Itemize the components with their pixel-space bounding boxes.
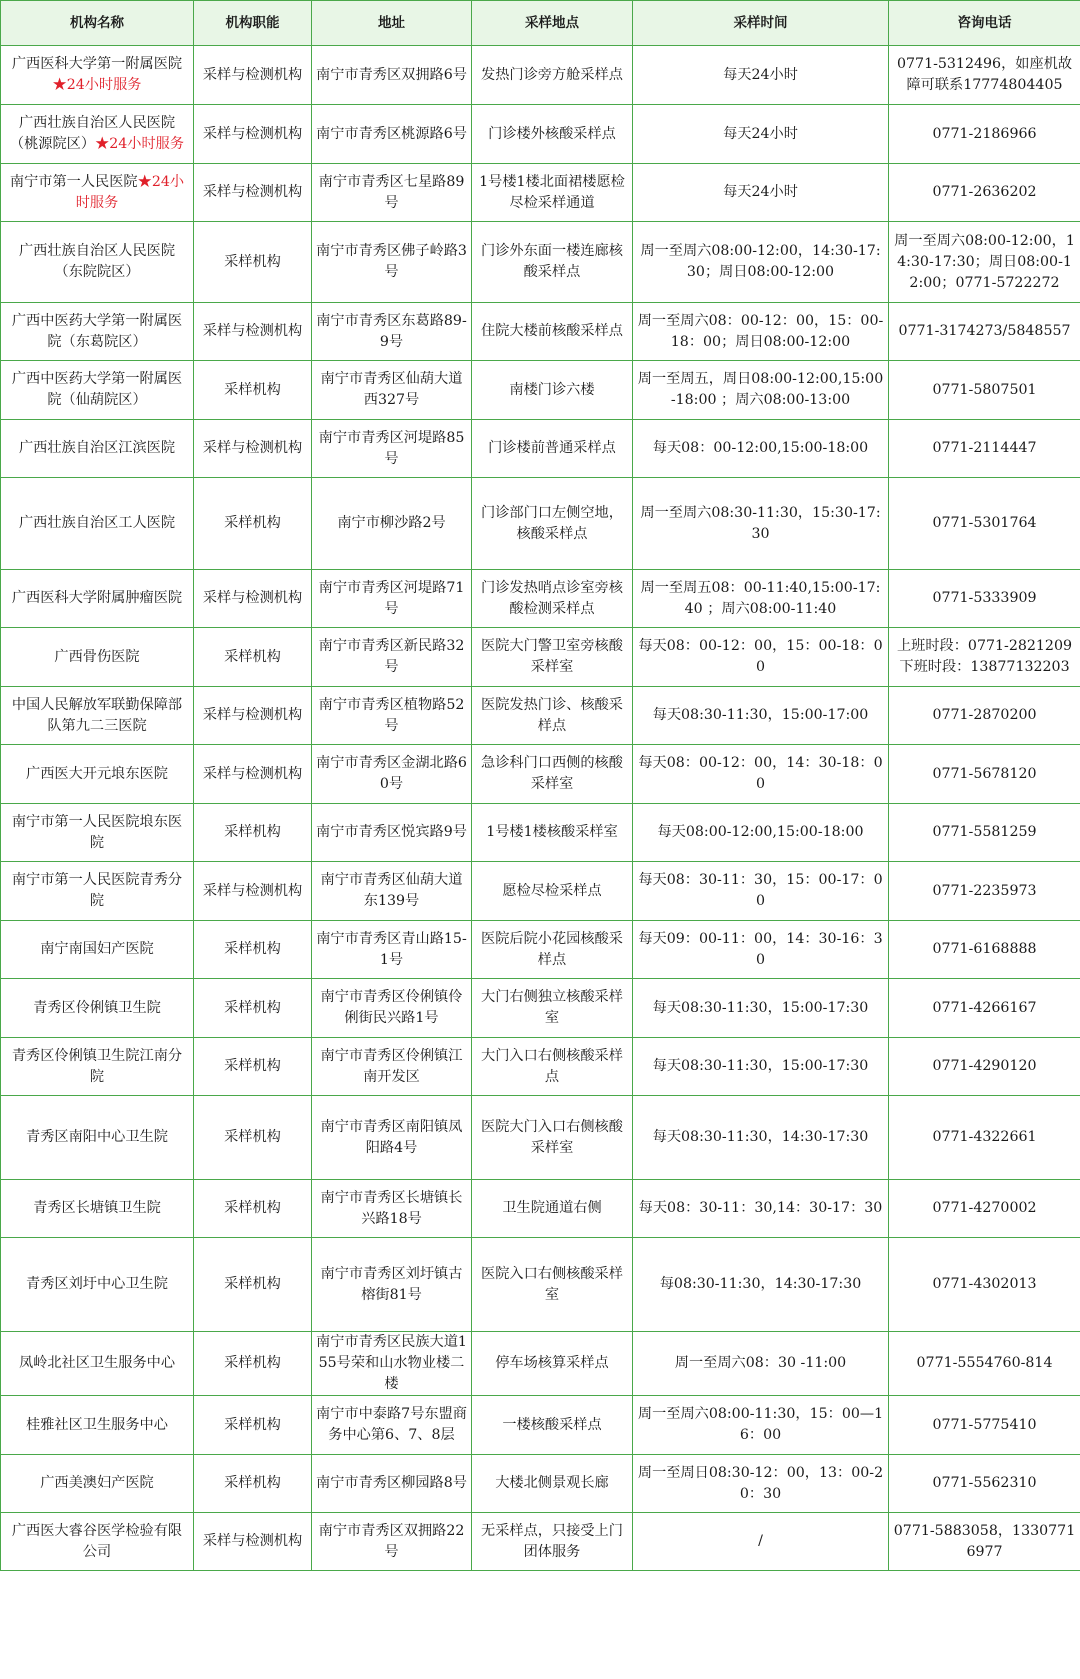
name-cell [1,303,194,361]
phone-cell: 0771-2636202 [889,164,1080,222]
time-cell: 每天08:00-12:00,15:00-18:00 [633,804,889,862]
function-cell: 采样与检测机构 [194,687,312,745]
time-cell: 每天08：00-12:00,15:00-18:00 [633,420,889,478]
name-cell [1,570,194,628]
name-cell [1,361,194,420]
table-row [1,361,1080,420]
service-24h-badge: ★24小时服务 [95,136,185,152]
address-cell: 南宁市中泰路7号东盟商务中心第6、7、8层 [312,1396,472,1455]
name-cell [1,1038,194,1096]
site-cell: 医院大门入口右侧核酸采样室 [472,1096,633,1180]
header-site: 采样地点 [472,1,633,46]
time-cell: 每天08：30-11：30,14：30-17：30 [633,1180,889,1238]
site-cell: 医院大门警卫室旁核酸采样室 [472,628,633,687]
address-cell: 南宁市青秀区东葛路89-9号 [312,303,472,361]
name-cell [1,745,194,804]
name-cell [1,1455,194,1513]
phone-cell: 0771-4270002 [889,1180,1080,1238]
institution-name: 广西医大开元埌东医院 [26,765,168,782]
site-cell: 医院发热门诊、核酸采样点 [472,687,633,745]
institution-name: 南宁市第一人民医院青秀分院 [11,872,183,909]
time-cell: 每天08：30-11：30，15：00-17：00 [633,862,889,921]
phone-cell: 0771-5807501 [889,361,1080,420]
site-cell: 医院入口右侧核酸采样室 [472,1238,633,1332]
phone-cell: 0771-2186966 [889,105,1080,164]
address-cell: 南宁市青秀区柳园路8号 [312,1455,472,1513]
time-cell: 周一至周六08:30-11:30，15:30-17:30 [633,478,889,570]
institution-name: 青秀区南阳中心卫生院 [26,1129,168,1145]
table-row [1,303,1080,361]
address-cell: 南宁市青秀区双拥路22号 [312,1513,472,1571]
phone-cell: 0771-4322661 [889,1096,1080,1180]
function-cell: 采样机构 [194,1396,312,1455]
table-row [1,1238,1080,1332]
phone-cell: 0771-4302013 [889,1238,1080,1332]
table-row [1,1180,1080,1238]
function-cell: 采样与检测机构 [194,46,312,105]
table-row [1,164,1080,222]
phone-cell: 0771-5333909 [889,570,1080,628]
phone-cell: 0771-5312496，如座机故障可联系17774804405 [889,46,1080,105]
address-cell: 南宁市青秀区南阳镇凤阳路4号 [312,1096,472,1180]
name-cell [1,478,194,570]
institution-name: 广西骨伤医院 [54,648,140,665]
phone-cell: 0771-2870200 [889,687,1080,745]
phone-cell: 0771-4266167 [889,979,1080,1038]
time-cell: 周一至周五，周日08:00-12:00,15:00-18:00 ；周六08:00-13:00 [633,361,889,420]
name-cell [1,46,194,105]
institution-name: 广西医大睿谷医学检验有限公司 [11,1522,183,1560]
institution-name: 广西医科大学附属肿瘤医院 [11,590,183,606]
time-cell: 每天08:30-11:30，14:30-17:30 [633,1096,889,1180]
institution-name: 南宁市第一人民医院埌东医院 [11,813,183,851]
name-cell [1,420,194,478]
table-row [1,1096,1080,1180]
function-cell: 采样机构 [194,478,312,570]
institution-name: 广西美澳妇产医院 [40,1475,154,1491]
address-cell: 南宁市青秀区民族大道155号荣和山水物业楼二楼 [312,1332,472,1396]
address-cell: 南宁市青秀区双拥路6号 [312,46,472,105]
table-row [1,570,1080,628]
address-cell: 南宁市青秀区悦宾路9号 [312,804,472,862]
institution-name: 南宁南国妇产医院 [40,941,154,957]
site-cell: 无采样点，只接受上门团体服务 [472,1513,633,1571]
phone-cell: 0771-6168888 [889,921,1080,979]
name-cell [1,1332,194,1396]
time-cell: 周一至周日08:30-12：00，13：00-20：30 [633,1455,889,1513]
name-cell [1,628,194,687]
table-row [1,804,1080,862]
phone-cell: 0771-5678120 [889,745,1080,804]
table-row [1,420,1080,478]
table-row [1,478,1080,570]
phone-cell: 0771-5554760-814 [889,1332,1080,1396]
name-cell [1,921,194,979]
site-cell: 愿检尽检采样点 [472,862,633,921]
institution-name: 青秀区伶俐镇卫生院 [33,999,161,1016]
function-cell: 采样机构 [194,628,312,687]
time-cell: 周一至周六08:00-12:00，14:30-17:30；周日08:00-12:00 [633,222,889,303]
site-cell: 住院大楼前核酸采样点 [472,303,633,361]
function-cell: 采样机构 [194,1332,312,1396]
time-cell: 周一至周六08：30 -11:00 [633,1332,889,1396]
time-cell: 周一至周六08：00-12：00，15：00-18：00；周日08:00-12:00 [633,303,889,361]
site-cell: 1号楼1楼北面裙楼愿检尽检采样通道 [472,164,633,222]
phone-cell: 0771-4290120 [889,1038,1080,1096]
address-cell: 南宁市青秀区佛子岭路3号 [312,222,472,303]
table-row [1,687,1080,745]
phone-cell: 0771-5775410 [889,1396,1080,1455]
address-cell: 南宁市青秀区刘圩镇古榕街81号 [312,1238,472,1332]
function-cell: 采样机构 [194,1096,312,1180]
name-cell [1,804,194,862]
table-row [1,46,1080,105]
phone-cell: 上班时段：0771-2821209 下班时段：13877132203 [889,628,1080,687]
phone-cell: 0771-2114447 [889,420,1080,478]
time-cell: 每天08:30-11:30，15:00-17:30 [633,979,889,1038]
site-cell: 门诊楼前普通采样点 [472,420,633,478]
address-cell: 南宁市青秀区长塘镇长兴路18号 [312,1180,472,1238]
site-cell: 门诊部门口左侧空地，核酸采样点 [472,478,633,570]
institution-name: 广西中医药大学第一附属医院（东葛院区） [11,312,183,350]
name-cell [1,1513,194,1571]
function-cell: 采样机构 [194,1180,312,1238]
institution-name: 广西壮族自治区江滨医院 [18,440,176,456]
institution-name: 青秀区长塘镇卫生院 [33,1200,161,1216]
institution-name: 中国人民解放军联勤保障部队第九二三医院 [11,696,183,734]
institution-name: 广西医科大学第一附属医院 [11,56,183,72]
phone-cell: 周一至周六08:00-12:00，14:30-17:30；周日08:00-12:00；0771-5722272 [889,222,1080,303]
function-cell: 采样与检测机构 [194,745,312,804]
address-cell: 南宁市青秀区河堤路85号 [312,420,472,478]
table-row [1,921,1080,979]
header-time: 采样时间 [633,1,889,46]
site-cell: 1号楼1楼核酸采样室 [472,804,633,862]
time-cell: 每天08:30-11:30，15:00-17:00 [633,687,889,745]
institution-name: 广西壮族自治区人民医院（东院院区） [18,243,176,280]
time-cell: / [633,1513,889,1571]
name-cell [1,1396,194,1455]
table-row [1,1396,1080,1455]
site-cell: 大门入口右侧核酸采样点 [472,1038,633,1096]
time-cell: 每08:30-11:30，14:30-17:30 [633,1238,889,1332]
time-cell: 每天24小时 [633,46,889,105]
table-row [1,1332,1080,1396]
function-cell: 采样与检测机构 [194,105,312,164]
function-cell: 采样机构 [194,921,312,979]
phone-cell: 0771-3174273/5848557 [889,303,1080,361]
address-cell: 南宁市青秀区七星路89号 [312,164,472,222]
function-cell: 采样机构 [194,222,312,303]
phone-cell: 0771-5562310 [889,1455,1080,1513]
site-cell: 门诊楼外核酸采样点 [472,105,633,164]
function-cell: 采样机构 [194,1238,312,1332]
institution-name: 广西中医药大学第一附属医院（仙葫院区） [11,371,183,408]
time-cell: 每天24小时 [633,105,889,164]
header-address: 地址 [312,1,472,46]
address-cell: 南宁市青秀区仙葫大道西327号 [312,361,472,420]
name-cell [1,687,194,745]
table-row [1,1038,1080,1096]
address-cell: 南宁市柳沙路2号 [312,478,472,570]
table-body [1,46,1080,1571]
institution-name: 桂雅社区卫生服务中心 [26,1416,168,1433]
function-cell: 采样机构 [194,1038,312,1096]
table-row [1,1455,1080,1513]
institution-name: 青秀区伶俐镇卫生院江南分院 [11,1047,183,1085]
site-cell: 卫生院通道右侧 [472,1180,633,1238]
header-phone: 咨询电话 [889,1,1080,46]
service-24h-badge: ★24小时服务 [75,173,185,211]
table-row [1,1513,1080,1571]
site-cell: 一楼核酸采样点 [472,1396,633,1455]
time-cell: 每天08:30-11:30，15:00-17:30 [633,1038,889,1096]
header-name: 机构名称 [1,1,194,46]
time-cell: 周一至周六08:00-11:30，15：00—16：00 [633,1396,889,1455]
site-cell: 大门右侧独立核酸采样室 [472,979,633,1038]
address-cell: 南宁市青秀区仙葫大道东139号 [312,862,472,921]
site-cell: 大楼北侧景观长廊 [472,1455,633,1513]
address-cell: 南宁市青秀区青山路15-1号 [312,921,472,979]
address-cell: 南宁市青秀区金湖北路60号 [312,745,472,804]
institution-name: 凤岭北社区卫生服务中心 [18,1355,176,1371]
time-cell: 每天08：00-12：00，15：00-18：00 [633,628,889,687]
site-cell: 医院后院小花园核酸采样点 [472,921,633,979]
site-cell: 急诊科门口西侧的核酸采样室 [472,745,633,804]
address-cell: 南宁市青秀区河堤路71号 [312,570,472,628]
phone-cell: 0771-5581259 [889,804,1080,862]
site-cell: 门诊发热哨点诊室旁核酸检测采样点 [472,570,633,628]
institution-name: 青秀区刘圩中心卫生院 [26,1276,168,1292]
header-row [1,1,1080,46]
site-cell: 停车场核算采样点 [472,1332,633,1396]
address-cell: 南宁市青秀区新民路32号 [312,628,472,687]
address-cell: 南宁市青秀区伶俐镇伶俐街民兴路1号 [312,979,472,1038]
institution-name: 南宁市第一人民医院 [9,173,138,190]
phone-cell: 0771-2235973 [889,862,1080,921]
name-cell [1,105,194,164]
site-cell: 发热门诊旁方舱采样点 [472,46,633,105]
table-row [1,862,1080,921]
time-cell: 每天24小时 [633,164,889,222]
phone-cell: 0771-5883058，13307716977 [889,1513,1080,1571]
function-cell: 采样与检测机构 [194,303,312,361]
function-cell: 采样与检测机构 [194,1513,312,1571]
time-cell: 周一至周五08：00-11:40,15:00-17:40 ；周六08:00-11:40 [633,570,889,628]
function-cell: 采样机构 [194,804,312,862]
site-cell: 南楼门诊六楼 [472,361,633,420]
name-cell [1,1238,194,1332]
function-cell: 采样与检测机构 [194,164,312,222]
service-24h-badge: ★24小时服务 [52,77,142,93]
phone-cell: 0771-5301764 [889,478,1080,570]
table-row [1,979,1080,1038]
function-cell: 采样与检测机构 [194,420,312,478]
address-cell: 南宁市青秀区桃源路6号 [312,105,472,164]
address-cell: 南宁市青秀区伶俐镇江南开发区 [312,1038,472,1096]
table-row [1,745,1080,804]
time-cell: 每天09：00-11：00，14：30-16：30 [633,921,889,979]
table-row [1,628,1080,687]
name-cell [1,862,194,921]
table-row [1,105,1080,164]
site-cell: 门诊外东面一楼连廊核酸采样点 [472,222,633,303]
table-row [1,222,1080,303]
function-cell: 采样与检测机构 [194,570,312,628]
name-cell [1,222,194,303]
name-cell [1,1180,194,1238]
name-cell [1,164,194,222]
header-function: 机构职能 [194,1,312,46]
institution-name: 广西壮族自治区人民医院（桃源院区） [9,115,176,152]
name-cell [1,979,194,1038]
function-cell: 采样机构 [194,1455,312,1513]
institution-name: 广西壮族自治区工人医院 [18,515,176,531]
name-cell [1,1096,194,1180]
address-cell: 南宁市青秀区植物路52号 [312,687,472,745]
function-cell: 采样机构 [194,361,312,420]
time-cell: 每天08：00-12：00，14：30-18：00 [633,745,889,804]
function-cell: 采样机构 [194,979,312,1038]
function-cell: 采样与检测机构 [194,862,312,921]
